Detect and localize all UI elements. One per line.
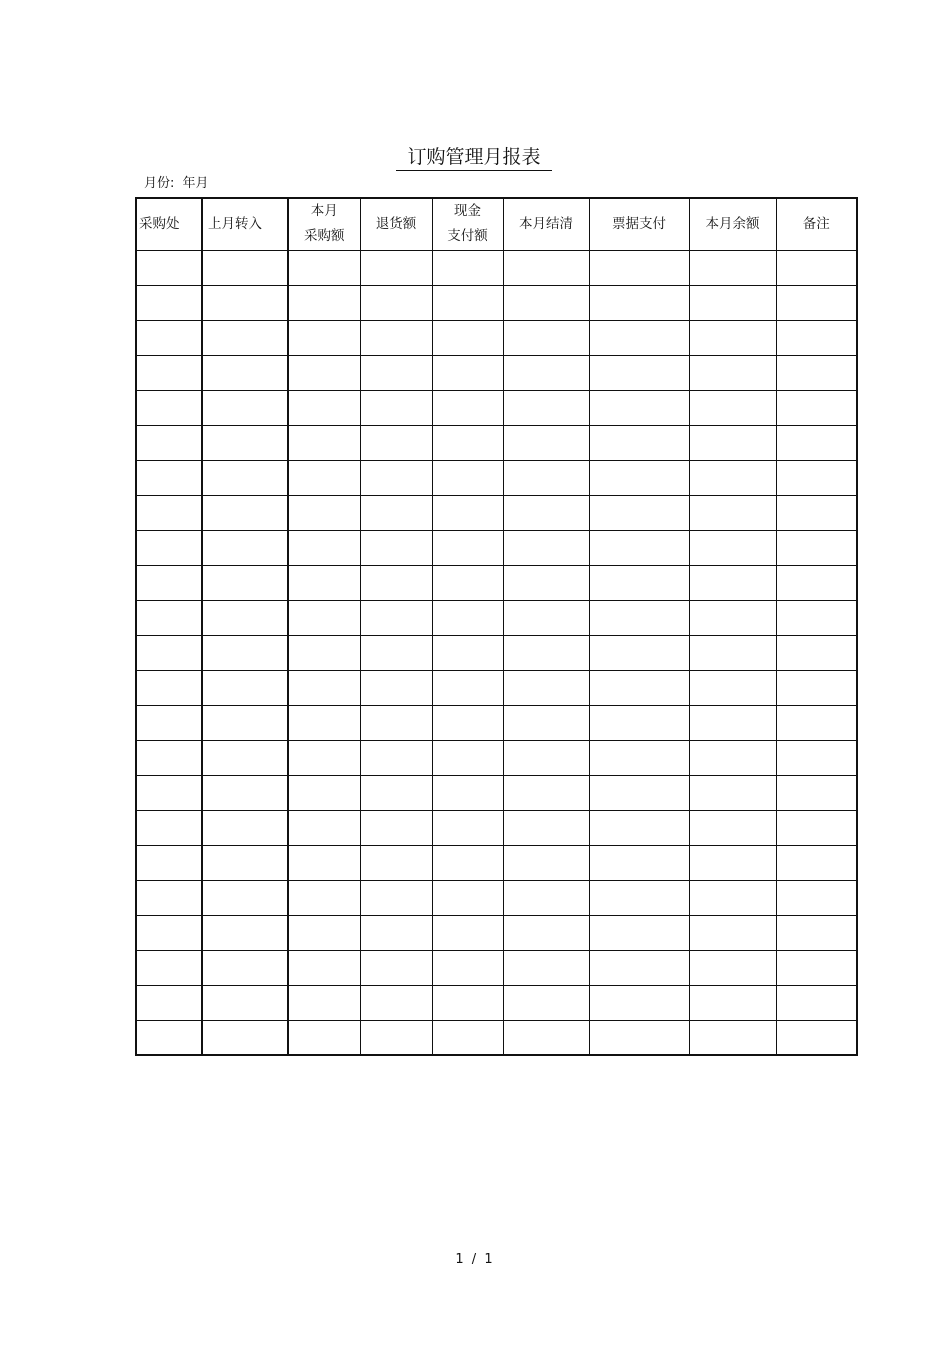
table-cell[interactable]	[288, 950, 360, 985]
table-cell[interactable]	[288, 600, 360, 635]
page-number: 1 / 1	[455, 1252, 495, 1267]
table-cell[interactable]	[589, 495, 689, 530]
col-header-text: 票据支付	[612, 215, 666, 232]
table-cell[interactable]	[288, 880, 360, 915]
table-cell[interactable]	[136, 845, 202, 880]
table-cell[interactable]	[589, 390, 689, 425]
table-cell[interactable]	[288, 460, 360, 495]
table-cell[interactable]	[432, 950, 503, 985]
col-header-carried-forward	[202, 198, 288, 250]
table-cell[interactable]	[589, 565, 689, 600]
table-cell[interactable]	[776, 390, 857, 425]
table-cell[interactable]	[503, 425, 589, 460]
table-cell[interactable]	[136, 460, 202, 495]
table-cell[interactable]	[202, 320, 288, 355]
table-cell[interactable]	[589, 355, 689, 390]
table-cell[interactable]	[776, 530, 857, 565]
table-cell[interactable]	[202, 915, 288, 950]
table-cell[interactable]	[136, 320, 202, 355]
table-row	[136, 390, 857, 425]
table-cell[interactable]	[503, 705, 589, 740]
table-cell[interactable]	[776, 1020, 857, 1055]
table-cell[interactable]	[689, 915, 776, 950]
table-cell[interactable]	[136, 985, 202, 1020]
table-row	[136, 810, 857, 845]
table-cell[interactable]	[288, 355, 360, 390]
table-cell[interactable]	[776, 845, 857, 880]
col-header-remarks	[776, 198, 857, 250]
table-cell[interactable]	[689, 600, 776, 635]
table-cell[interactable]	[689, 950, 776, 985]
table-cell[interactable]	[136, 950, 202, 985]
table-cell[interactable]	[503, 285, 589, 320]
table-cell[interactable]	[432, 1020, 503, 1055]
table-cell[interactable]	[136, 390, 202, 425]
table-cell[interactable]	[689, 670, 776, 705]
table-cell[interactable]	[288, 250, 360, 285]
table-cell[interactable]	[136, 250, 202, 285]
table-cell[interactable]	[136, 600, 202, 635]
table-cell[interactable]	[202, 985, 288, 1020]
table-row	[136, 495, 857, 530]
col-header-text: 退货额	[375, 215, 417, 232]
table-cell[interactable]	[360, 320, 432, 355]
table-cell[interactable]	[136, 880, 202, 915]
table-cell[interactable]	[360, 845, 432, 880]
table-cell[interactable]	[288, 740, 360, 775]
table-cell[interactable]	[776, 670, 857, 705]
table-cell[interactable]	[689, 1020, 776, 1055]
table-cell[interactable]	[288, 635, 360, 670]
table-cell[interactable]	[360, 460, 432, 495]
table-row	[136, 775, 857, 810]
table-cell[interactable]	[360, 705, 432, 740]
table-cell[interactable]	[689, 495, 776, 530]
table-cell[interactable]	[202, 565, 288, 600]
table-cell[interactable]	[776, 250, 857, 285]
table-cell[interactable]	[776, 635, 857, 670]
table-cell[interactable]	[202, 460, 288, 495]
table-cell[interactable]	[776, 495, 857, 530]
table-cell[interactable]	[288, 285, 360, 320]
table-cell[interactable]	[432, 740, 503, 775]
table-cell[interactable]	[202, 810, 288, 845]
table-row	[136, 880, 857, 915]
table-cell[interactable]	[432, 355, 503, 390]
table-cell[interactable]	[432, 880, 503, 915]
table-cell[interactable]	[432, 915, 503, 950]
table-cell[interactable]	[432, 775, 503, 810]
month-label: 月份:	[144, 176, 175, 191]
table-cell[interactable]	[689, 985, 776, 1020]
table-cell[interactable]	[202, 1020, 288, 1055]
table-cell[interactable]	[202, 740, 288, 775]
table-cell[interactable]	[589, 285, 689, 320]
table-cell[interactable]	[776, 600, 857, 635]
table-cell[interactable]	[136, 635, 202, 670]
col-header-text: 本月余额	[705, 215, 760, 232]
table-cell[interactable]	[776, 810, 857, 845]
table-cell[interactable]	[503, 390, 589, 425]
table-cell[interactable]	[136, 810, 202, 845]
table-cell[interactable]	[360, 635, 432, 670]
table-cell[interactable]	[689, 880, 776, 915]
table-cell[interactable]	[589, 1020, 689, 1055]
table-cell[interactable]	[360, 285, 432, 320]
table-cell[interactable]	[689, 845, 776, 880]
table-cell[interactable]	[503, 880, 589, 915]
table-cell[interactable]	[432, 425, 503, 460]
table-cell[interactable]	[503, 250, 589, 285]
col-header-text: 支付额	[447, 228, 488, 245]
table-row	[136, 320, 857, 355]
table-cell[interactable]	[360, 775, 432, 810]
table-cell[interactable]	[432, 600, 503, 635]
table-row	[136, 670, 857, 705]
table-cell[interactable]	[136, 355, 202, 390]
table-cell[interactable]	[776, 740, 857, 775]
table-cell[interactable]	[503, 320, 589, 355]
month-value: 年月	[182, 176, 209, 191]
table-cell[interactable]	[288, 845, 360, 880]
table-cell[interactable]	[689, 320, 776, 355]
table-cell[interactable]	[202, 670, 288, 705]
table-cell[interactable]	[503, 355, 589, 390]
table-cell[interactable]	[432, 390, 503, 425]
table-cell[interactable]	[689, 635, 776, 670]
table-cell[interactable]	[360, 390, 432, 425]
table-cell[interactable]	[360, 495, 432, 530]
table-cell[interactable]	[360, 740, 432, 775]
table-row	[136, 915, 857, 950]
table-cell[interactable]	[589, 705, 689, 740]
table-cell[interactable]	[202, 635, 288, 670]
table-cell[interactable]	[288, 320, 360, 355]
col-header-text: 采购处	[139, 215, 180, 232]
col-header-text: 上月转入	[208, 215, 262, 232]
table-row	[136, 530, 857, 565]
table-cell[interactable]	[776, 915, 857, 950]
purchase-report-table	[135, 197, 858, 1056]
table-row	[136, 985, 857, 1020]
table-cell[interactable]	[503, 495, 589, 530]
table-cell[interactable]	[136, 775, 202, 810]
table-cell[interactable]	[202, 250, 288, 285]
table-header-row	[136, 198, 857, 250]
table-cell[interactable]	[288, 915, 360, 950]
table-cell[interactable]	[288, 565, 360, 600]
table-cell[interactable]	[288, 810, 360, 845]
table-cell[interactable]	[360, 425, 432, 460]
table-cell[interactable]	[503, 740, 589, 775]
table-cell[interactable]	[288, 495, 360, 530]
table-cell[interactable]	[589, 530, 689, 565]
table-cell[interactable]	[589, 670, 689, 705]
table-cell[interactable]	[589, 950, 689, 985]
col-header-text: 采购额	[304, 228, 345, 245]
table-cell[interactable]	[776, 285, 857, 320]
table-cell[interactable]	[689, 705, 776, 740]
table-cell[interactable]	[503, 950, 589, 985]
table-cell[interactable]	[432, 250, 503, 285]
col-header-text: 本月	[310, 203, 338, 220]
table-cell[interactable]	[503, 845, 589, 880]
table-cell[interactable]	[589, 425, 689, 460]
table-row	[136, 635, 857, 670]
table-cell[interactable]	[288, 425, 360, 460]
table-row	[136, 845, 857, 880]
table-row	[136, 1020, 857, 1055]
table-cell[interactable]	[776, 880, 857, 915]
table-cell[interactable]	[776, 320, 857, 355]
table-cell[interactable]	[136, 495, 202, 530]
table-body	[136, 250, 857, 1055]
table-cell[interactable]	[689, 460, 776, 495]
table-cell[interactable]	[503, 1020, 589, 1055]
table-cell[interactable]	[689, 740, 776, 775]
table-cell[interactable]	[589, 320, 689, 355]
col-header-text: 备注	[802, 215, 830, 232]
table-cell[interactable]	[589, 635, 689, 670]
table-cell[interactable]	[136, 670, 202, 705]
col-header-returns	[360, 198, 432, 250]
table-cell[interactable]	[202, 600, 288, 635]
table-cell[interactable]	[202, 425, 288, 460]
table-cell[interactable]	[689, 355, 776, 390]
table-cell[interactable]	[136, 705, 202, 740]
table-cell[interactable]	[288, 705, 360, 740]
table-cell[interactable]	[432, 530, 503, 565]
col-header-text: 现金	[454, 203, 481, 220]
table-cell[interactable]	[288, 390, 360, 425]
table-cell[interactable]	[776, 705, 857, 740]
col-header-note-payment	[589, 198, 689, 250]
table-row	[136, 565, 857, 600]
table-cell[interactable]	[136, 530, 202, 565]
table-row	[136, 600, 857, 635]
table-cell[interactable]	[689, 425, 776, 460]
table-cell[interactable]	[432, 495, 503, 530]
table-cell[interactable]	[202, 530, 288, 565]
table-cell[interactable]	[202, 950, 288, 985]
table-cell[interactable]	[589, 985, 689, 1020]
report-title: 订购管理月报表	[396, 144, 552, 171]
table-cell[interactable]	[776, 355, 857, 390]
table-cell[interactable]	[589, 845, 689, 880]
table-cell[interactable]	[589, 740, 689, 775]
table-row	[136, 285, 857, 320]
table-row	[136, 250, 857, 285]
table-cell[interactable]	[503, 810, 589, 845]
table-cell[interactable]	[136, 285, 202, 320]
table-cell[interactable]	[503, 635, 589, 670]
table-cell[interactable]	[202, 775, 288, 810]
col-header-monthly-settled	[503, 198, 589, 250]
table-cell[interactable]	[136, 1020, 202, 1055]
table-cell[interactable]	[776, 985, 857, 1020]
table-cell[interactable]	[776, 950, 857, 985]
table-cell[interactable]	[288, 670, 360, 705]
table-cell[interactable]	[589, 915, 689, 950]
table-cell[interactable]	[689, 390, 776, 425]
col-header-monthly-purchase	[288, 198, 360, 250]
table-cell[interactable]	[136, 425, 202, 460]
table-cell[interactable]	[689, 565, 776, 600]
table-cell[interactable]	[360, 1020, 432, 1055]
table-cell[interactable]	[689, 250, 776, 285]
table-cell[interactable]	[360, 915, 432, 950]
table-cell[interactable]	[136, 915, 202, 950]
table-cell[interactable]	[288, 985, 360, 1020]
table-cell[interactable]	[202, 880, 288, 915]
table-cell[interactable]	[202, 390, 288, 425]
table-cell[interactable]	[432, 565, 503, 600]
col-header-monthly-balance	[689, 198, 776, 250]
table-cell[interactable]	[432, 635, 503, 670]
table-cell[interactable]	[589, 775, 689, 810]
table-cell[interactable]	[136, 740, 202, 775]
table-cell[interactable]	[432, 845, 503, 880]
table-cell[interactable]	[202, 705, 288, 740]
table-cell[interactable]	[589, 810, 689, 845]
table-cell[interactable]	[360, 880, 432, 915]
table-cell[interactable]	[589, 250, 689, 285]
table-cell[interactable]	[136, 565, 202, 600]
table-cell[interactable]	[503, 530, 589, 565]
table-cell[interactable]	[503, 775, 589, 810]
table-cell[interactable]	[360, 985, 432, 1020]
table-cell[interactable]	[360, 600, 432, 635]
table-cell[interactable]	[288, 1020, 360, 1055]
table-cell[interactable]	[503, 460, 589, 495]
table-cell[interactable]	[776, 460, 857, 495]
table-cell[interactable]	[360, 565, 432, 600]
table-cell[interactable]	[432, 670, 503, 705]
table-cell[interactable]	[202, 845, 288, 880]
table-cell[interactable]	[776, 565, 857, 600]
table-cell[interactable]	[689, 810, 776, 845]
table-cell[interactable]	[503, 600, 589, 635]
col-header-text: 本月结清	[519, 215, 573, 232]
table-cell[interactable]	[360, 810, 432, 845]
table-cell[interactable]	[202, 355, 288, 390]
table-row	[136, 355, 857, 390]
table-cell[interactable]	[288, 775, 360, 810]
table-cell[interactable]	[432, 705, 503, 740]
table-cell[interactable]	[432, 320, 503, 355]
table-cell[interactable]	[360, 670, 432, 705]
table-cell[interactable]	[432, 810, 503, 845]
table-cell[interactable]	[503, 670, 589, 705]
table-cell[interactable]	[360, 250, 432, 285]
table-cell[interactable]	[776, 775, 857, 810]
table-row	[136, 740, 857, 775]
table-cell[interactable]	[776, 425, 857, 460]
col-header-cash-paid	[432, 198, 503, 250]
table-cell[interactable]	[503, 565, 589, 600]
col-header-purchasing-dept	[136, 198, 202, 250]
table-cell[interactable]	[360, 530, 432, 565]
table-row	[136, 705, 857, 740]
table-row	[136, 950, 857, 985]
table-cell[interactable]	[503, 985, 589, 1020]
table-cell[interactable]	[503, 915, 589, 950]
table-cell[interactable]	[432, 285, 503, 320]
table-cell[interactable]	[432, 460, 503, 495]
table-cell[interactable]	[589, 600, 689, 635]
table-row	[136, 425, 857, 460]
month-field	[144, 176, 213, 192]
table-cell[interactable]	[202, 285, 288, 320]
table-cell[interactable]	[689, 285, 776, 320]
table-cell[interactable]	[432, 985, 503, 1020]
table-cell[interactable]	[360, 355, 432, 390]
table-cell[interactable]	[360, 950, 432, 985]
table-cell[interactable]	[589, 460, 689, 495]
table-row	[136, 460, 857, 495]
table-cell[interactable]	[589, 880, 689, 915]
table-cell[interactable]	[288, 530, 360, 565]
table-cell[interactable]	[202, 495, 288, 530]
table-cell[interactable]	[689, 775, 776, 810]
table-cell[interactable]	[689, 530, 776, 565]
